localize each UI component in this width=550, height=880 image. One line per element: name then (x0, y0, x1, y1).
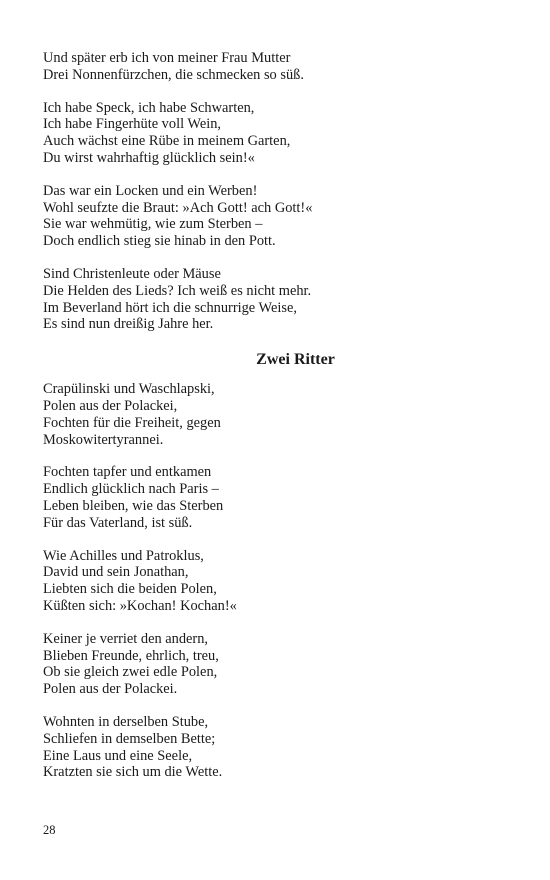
verse-line: Ob sie gleich zwei edle Polen, (43, 664, 218, 681)
page-text (43, 50, 513, 797)
verse-line: Drei Nonnenfürzchen, die schmecken so süß. (43, 66, 304, 83)
page-number: 28 (43, 823, 56, 837)
verse-line: Du wirst wahrhaftig glücklich sein!« (43, 149, 255, 166)
verse-line: Leben bleiben, wie das Sterben (43, 497, 224, 514)
verse-line: Sie war wehmütig, wie zum Sterben – (43, 216, 263, 233)
stanza (43, 548, 513, 615)
verse-line: Moskowitertyrannei. (43, 431, 164, 448)
verse-line: Fochten für die Freiheit, gegen (43, 414, 221, 431)
verse-line: Fochten tapfer und entkamen (43, 464, 212, 481)
verse-line: Im Beverland hört ich die schnurrige Weise, (43, 299, 297, 316)
verse-line: Wohl seufzte die Braut: »Ach Gott! ach Gott!« (43, 199, 313, 216)
verse-line: Doch endlich stieg sie hinab in den Pott. (43, 233, 276, 250)
stanza (43, 183, 513, 250)
stanza (43, 714, 513, 781)
verse-line: Schliefen in demselben Bette; (43, 730, 216, 747)
verse-line: Sind Christenleute oder Mäuse (43, 265, 221, 282)
verse-line: Es sind nun dreißig Jahre her. (43, 316, 214, 333)
verse-line: Crapülinski und Waschlapski, (43, 381, 215, 398)
stanza (43, 50, 513, 84)
verse-line: Ich habe Speck, ich habe Schwarten, (43, 99, 255, 116)
verse-line: Polen aus der Polackei, (43, 397, 178, 414)
verse-line: Keiner je verriet den andern, (43, 630, 209, 647)
poem-title: Zwei Ritter (256, 351, 335, 369)
poem-zwei-ritter (43, 351, 513, 781)
verse-line: Polen aus der Polackei. (43, 681, 178, 698)
verse-line: David und sein Jonathan, (43, 564, 189, 581)
verse-line: Küßten sich: »Kochan! Kochan!« (43, 597, 237, 614)
verse-line: Wie Achilles und Patroklus, (43, 547, 204, 564)
verse-line: Kratzten sie sich um die Wette. (43, 764, 223, 781)
verse-line: Endlich glücklich nach Paris – (43, 481, 219, 498)
stanza (43, 631, 513, 698)
verse-line: Liebten sich die beiden Polen, (43, 581, 217, 598)
stanza (43, 100, 513, 167)
verse-line: Das war ein Locken und ein Werben! (43, 182, 258, 199)
verse-line: Wohnten in derselben Stube, (43, 713, 209, 730)
stanza (43, 381, 513, 448)
verse-line: Eine Laus und eine Seele, (43, 747, 193, 764)
verse-line: Blieben Freunde, ehrlich, treu, (43, 647, 219, 664)
verse-line: Und später erb ich von meiner Frau Mutter (43, 50, 291, 66)
verse-line: Für das Vaterland, ist süß. (43, 514, 193, 531)
stanza (43, 464, 513, 531)
verse-line: Auch wächst eine Rübe in meinem Garten, (43, 133, 291, 150)
stanza (43, 266, 513, 333)
verse-line: Ich habe Fingerhüte voll Wein, (43, 116, 222, 133)
poem-continuation (43, 50, 513, 333)
verse-line: Die Helden des Lieds? Ich weiß es nicht mehr. (43, 282, 312, 299)
